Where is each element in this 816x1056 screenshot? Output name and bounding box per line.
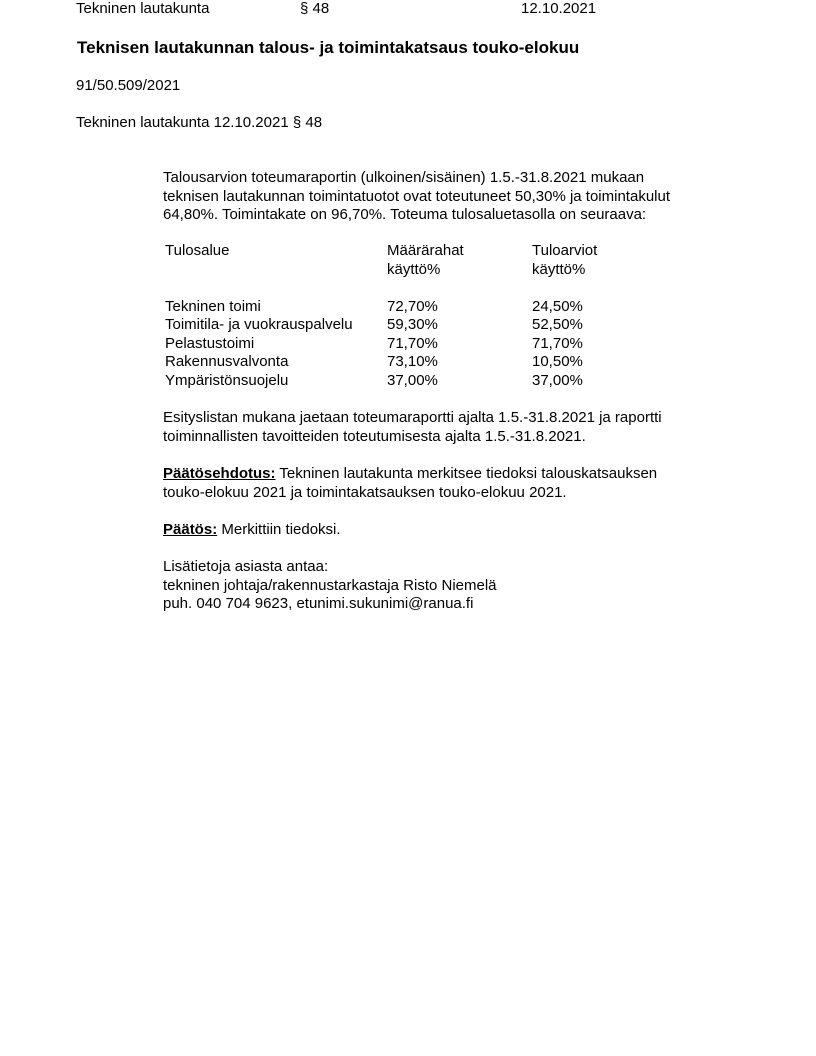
proposal-paragraph	[163, 465, 723, 502]
proposal-text: Tekninen lautakunta merkitsee tiedoksi talouskatsauksen	[275, 465, 658, 482]
table-row	[163, 353, 652, 372]
page-title: Teknisen lautakunnan talous- ja toimintakatsaus touko-elokuu	[77, 38, 580, 57]
distribution-line: toiminnallisten tavoitteiden toteutumisesta ajalta 1.5.-31.8.2021.	[163, 427, 586, 445]
table-header-row	[163, 242, 652, 279]
decision-line	[163, 521, 723, 540]
decision-paragraph	[163, 521, 723, 540]
cell-area: Rakennusvalvonta	[165, 353, 289, 370]
record-number: 91/50.509/2021	[76, 77, 181, 94]
decision-text: Merkittiin tiedoksi.	[217, 521, 341, 538]
distribution-paragraph	[163, 409, 723, 446]
header-label: käyttö%	[387, 260, 441, 278]
cell-appropriation: 73,10%	[387, 353, 438, 370]
table-row	[163, 316, 652, 335]
proposal-label: Päätösehdotus:	[163, 465, 276, 482]
header-body: Tekninen lautakunta	[76, 0, 210, 17]
cell-revenue: 24,50%	[532, 297, 583, 315]
intro-line: teknisen lautakunnan toimintatuotot ovat toteutuneet 50,30% ja toimintakulut	[163, 187, 671, 205]
proposal-line: touko-elokuu 2021 ja toimintakatsauksen touko-elokuu 2021.	[163, 483, 567, 501]
table-row	[163, 298, 652, 317]
table-spacer-row	[163, 279, 652, 298]
header-label: Tuloarviot	[532, 242, 598, 259]
header-cell-area	[163, 242, 385, 279]
header-label: Määrärahat	[387, 242, 464, 259]
distribution-line: Esityslistan mukana jaetaan toteumaraportti ajalta 1.5.-31.8.2021 ja raportti	[163, 409, 662, 426]
cell-area: Pelastustoimi	[165, 334, 255, 352]
header-label: Tulosalue	[165, 242, 230, 259]
header-cell-appropriation	[385, 242, 530, 279]
cell-revenue: 10,50%	[532, 353, 583, 370]
contact-paragraph	[163, 558, 723, 614]
contact-line: Lisätietoja asiasta antaa:	[163, 558, 329, 575]
header-cell-revenue	[530, 242, 652, 279]
table-row	[163, 335, 652, 354]
header-section: § 48	[300, 0, 330, 17]
cell-area: Tekninen toimi	[165, 297, 261, 315]
intro-paragraph	[163, 169, 723, 225]
cell-appropriation: 37,00%	[387, 371, 438, 389]
cell-revenue: 37,00%	[532, 371, 583, 389]
intro-line: 64,80%. Toimintakate on 96,70%. Toteuma tulosaluetasolla on seuraava:	[163, 206, 647, 223]
cell-revenue: 71,70%	[532, 334, 583, 352]
results-table	[163, 242, 652, 390]
cell-area: Ympäristönsuojelu	[165, 371, 289, 389]
header-label: käyttö%	[532, 260, 586, 278]
cell-appropriation: 72,70%	[387, 297, 438, 315]
proposal-line	[163, 465, 723, 484]
header-date: 12.10.2021	[521, 0, 597, 17]
decision-label: Päätös:	[163, 521, 218, 538]
cell-appropriation: 71,70%	[387, 334, 438, 352]
intro-line: Talousarvion toteumaraportin (ulkoinen/sisäinen) 1.5.-31.8.2021 mukaan	[163, 169, 645, 186]
table-row	[163, 372, 652, 391]
cell-revenue: 52,50%	[532, 316, 583, 333]
cell-appropriation: 59,30%	[387, 316, 438, 333]
contact-line: puh. 040 704 9623, etunimi.sukunimi@ranua.fi	[163, 595, 474, 612]
cell-area: Toimitila- ja vuokrauspalvelu	[165, 316, 353, 333]
contact-line: tekninen johtaja/rakennustarkastaja Risto Niemelä	[163, 576, 497, 594]
meeting-reference: Tekninen lautakunta 12.10.2021 § 48	[76, 114, 323, 131]
